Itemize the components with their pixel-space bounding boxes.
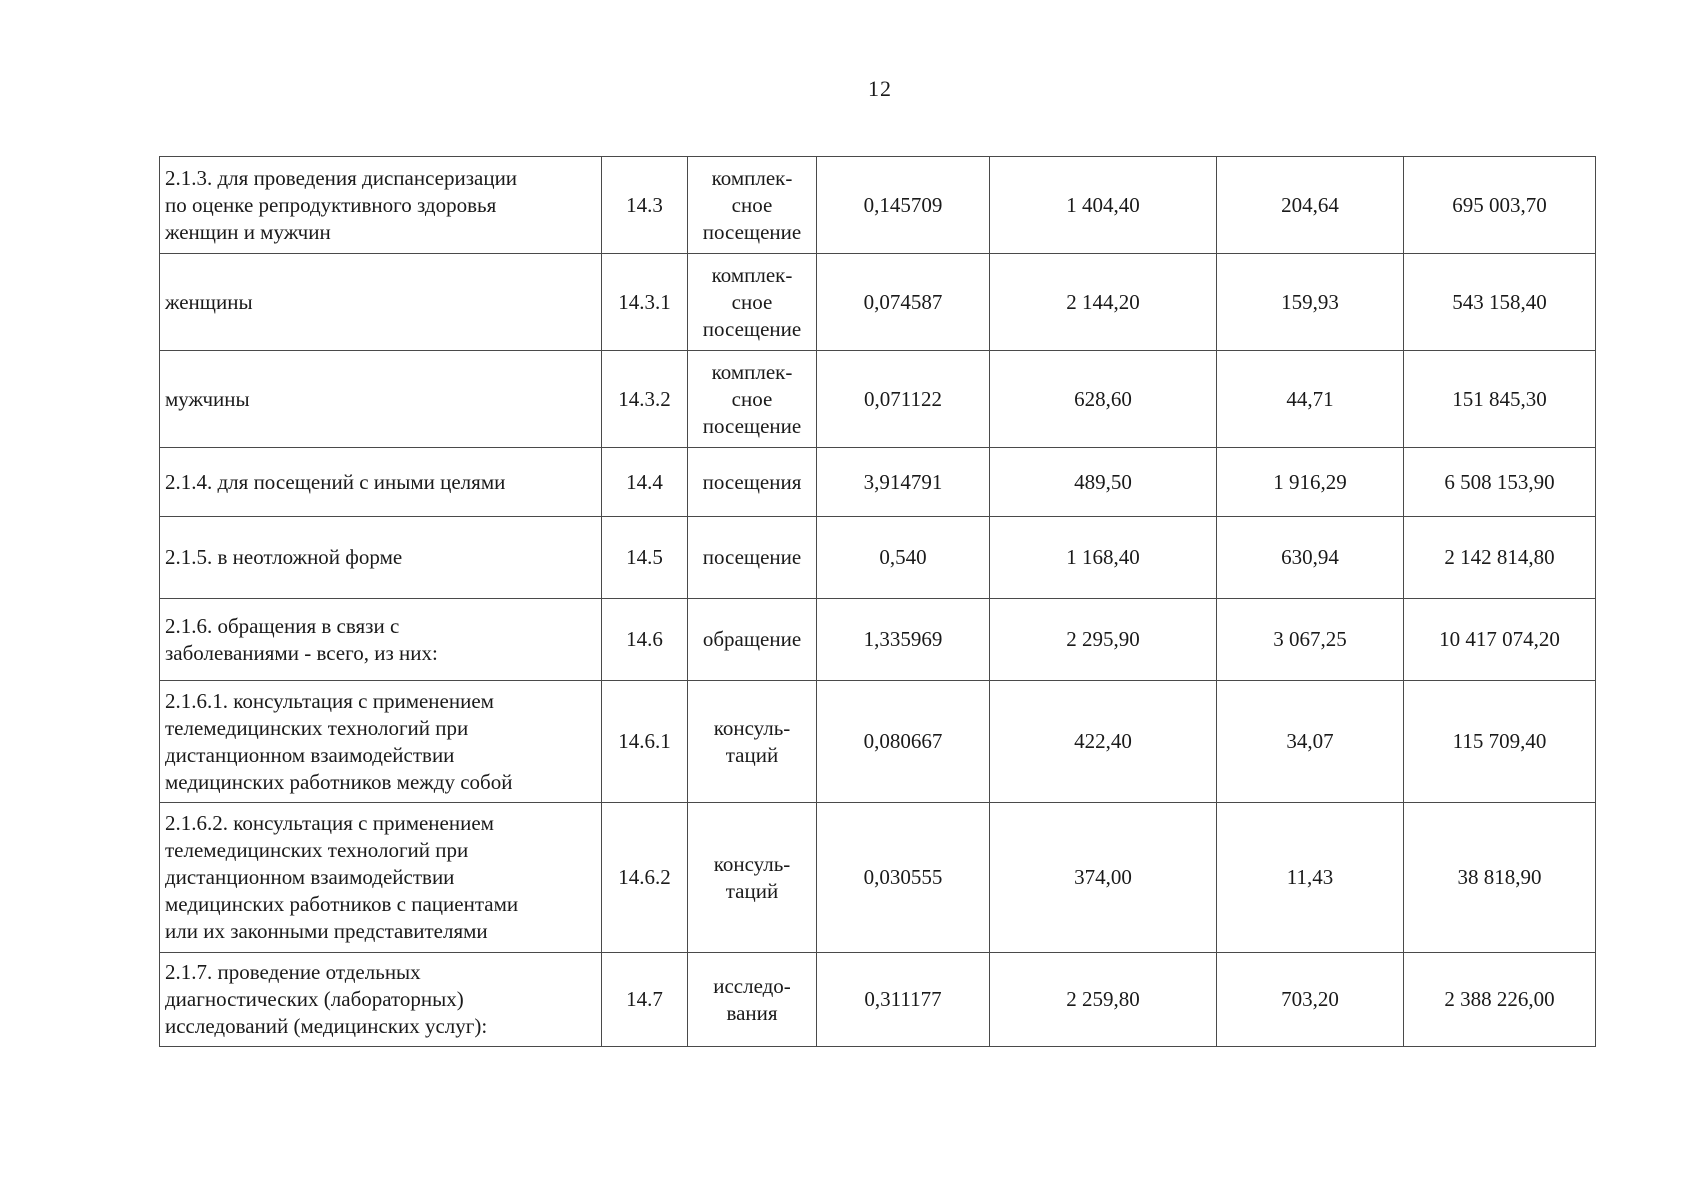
row-value-4-cell: 2 142 814,80 xyxy=(1404,517,1596,599)
row-value-2-cell: 2 259,80 xyxy=(990,953,1217,1047)
table-row xyxy=(160,157,1596,254)
row-unit-cell-line: комплек- xyxy=(711,359,793,384)
row-value-3-cell: 159,93 xyxy=(1217,254,1404,351)
row-unit-cell-line: сное xyxy=(731,289,773,314)
row-unit-cell xyxy=(688,517,817,599)
row-value-1-cell: 0,080667 xyxy=(817,681,990,803)
row-value-2-cell: 2 295,90 xyxy=(990,599,1217,681)
row-name-cell-line: 2.1.7. проведение отдельных xyxy=(165,960,421,984)
row-value-1-cell: 0,311177 xyxy=(817,953,990,1047)
row-name-cell xyxy=(160,351,602,448)
row-value-1-cell: 0,540 xyxy=(817,517,990,599)
row-code-cell: 14.4 xyxy=(602,448,688,517)
row-unit-cell-line: комплек- xyxy=(711,165,793,190)
row-value-2-cell: 489,50 xyxy=(990,448,1217,517)
row-value-2-cell: 1 404,40 xyxy=(990,157,1217,254)
row-value-4-cell: 695 003,70 xyxy=(1404,157,1596,254)
row-code-cell: 14.6.1 xyxy=(602,681,688,803)
row-name-cell xyxy=(160,517,602,599)
row-name-cell xyxy=(160,599,602,681)
row-value-2-cell: 422,40 xyxy=(990,681,1217,803)
row-name-cell-line: 2.1.6. обращения в связи с xyxy=(165,613,400,638)
row-value-1-cell: 1,335969 xyxy=(817,599,990,681)
row-name-cell-line: женщины xyxy=(165,289,253,314)
page-number: 12 xyxy=(868,76,892,101)
row-code-cell: 14.5 xyxy=(602,517,688,599)
row-unit-cell-line: посещение xyxy=(702,219,802,244)
row-unit-cell xyxy=(688,351,817,448)
row-value-4-cell: 543 158,40 xyxy=(1404,254,1596,351)
row-value-2-cell: 2 144,20 xyxy=(990,254,1217,351)
row-name-cell-line: по оценке репродуктивного здоровья xyxy=(165,192,497,217)
row-name-cell-line: заболеваниями - всего, из них: xyxy=(165,640,438,665)
row-name-cell-line: мужчины xyxy=(165,386,250,411)
row-name-cell-line: 2.1.6.2. консультация с применением xyxy=(165,811,494,835)
table-row xyxy=(160,448,1596,517)
row-name-cell-line: дистанционном взаимодействии xyxy=(165,742,455,767)
row-code-cell: 14.3.1 xyxy=(602,254,688,351)
row-unit-cell xyxy=(688,599,817,681)
row-unit-cell-line: консуль- xyxy=(713,851,791,876)
row-value-1-cell: 0,071122 xyxy=(817,351,990,448)
row-value-2-cell: 628,60 xyxy=(990,351,1217,448)
row-name-cell-line: исследований (медицинских услуг): xyxy=(165,1014,488,1038)
row-unit-cell-line: посещение xyxy=(702,413,802,438)
row-unit-cell xyxy=(688,803,817,953)
row-value-1-cell: 0,030555 xyxy=(817,803,990,953)
row-unit-cell-line: исследо- xyxy=(713,973,791,998)
row-name-cell xyxy=(160,803,602,953)
row-name-cell-line: или их законными представителями xyxy=(165,919,488,943)
row-name-cell-line: медицинских работников между собой xyxy=(165,769,513,794)
row-value-1-cell: 3,914791 xyxy=(817,448,990,517)
row-unit-cell-line: посещение xyxy=(702,316,802,341)
table-row xyxy=(160,599,1596,681)
row-unit-cell xyxy=(688,448,817,517)
row-name-cell xyxy=(160,953,602,1047)
row-name-cell xyxy=(160,448,602,517)
row-unit-cell xyxy=(688,681,817,803)
row-name-cell xyxy=(160,254,602,351)
row-value-4-cell: 10 417 074,20 xyxy=(1404,599,1596,681)
row-name-cell-line: телемедицинских технологий при xyxy=(165,715,469,740)
table-row xyxy=(160,351,1596,448)
row-value-3-cell: 3 067,25 xyxy=(1217,599,1404,681)
row-value-3-cell: 204,64 xyxy=(1217,157,1404,254)
row-name-cell-line: дистанционном взаимодействии xyxy=(165,865,455,889)
row-name-cell-line: 2.1.5. в неотложной форме xyxy=(165,545,403,569)
table-row xyxy=(160,803,1596,953)
row-value-4-cell: 115 709,40 xyxy=(1404,681,1596,803)
row-unit-cell-line: посещения xyxy=(702,469,802,494)
row-unit-cell-line: таций xyxy=(725,878,779,903)
row-value-3-cell: 703,20 xyxy=(1217,953,1404,1047)
table-row xyxy=(160,681,1596,803)
row-name-cell-line: 2.1.3. для проведения диспансеризации xyxy=(165,165,518,190)
row-name-cell-line: телемедицинских технологий при xyxy=(165,838,469,862)
row-unit-cell-line: сное xyxy=(731,386,773,411)
row-code-cell: 14.3 xyxy=(602,157,688,254)
table-body xyxy=(160,157,1596,1047)
row-value-4-cell: 38 818,90 xyxy=(1404,803,1596,953)
row-name-cell-line: женщин и мужчин xyxy=(165,219,331,244)
row-value-2-cell: 1 168,40 xyxy=(990,517,1217,599)
row-unit-cell xyxy=(688,254,817,351)
row-name-cell xyxy=(160,681,602,803)
row-unit-cell-line: обращение xyxy=(702,627,802,651)
row-name-cell-line: диагностических (лабораторных) xyxy=(165,987,464,1011)
row-unit-cell xyxy=(688,953,817,1047)
row-value-3-cell: 34,07 xyxy=(1217,681,1404,803)
row-unit-cell-line: консуль- xyxy=(713,715,791,740)
table-row xyxy=(160,517,1596,599)
row-name-cell-line: 2.1.4. для посещений с иными целями xyxy=(165,469,506,494)
row-code-cell: 14.3.2 xyxy=(602,351,688,448)
row-unit-cell-line: комплек- xyxy=(711,262,793,287)
row-value-3-cell: 44,71 xyxy=(1217,351,1404,448)
row-code-cell: 14.6.2 xyxy=(602,803,688,953)
row-value-3-cell: 1 916,29 xyxy=(1217,448,1404,517)
row-name-cell xyxy=(160,157,602,254)
row-value-4-cell: 2 388 226,00 xyxy=(1404,953,1596,1047)
row-unit-cell-line: таций xyxy=(725,742,779,767)
row-unit-cell-line: посещение xyxy=(702,545,802,569)
table-row xyxy=(160,953,1596,1047)
row-value-4-cell: 6 508 153,90 xyxy=(1404,448,1596,517)
row-value-3-cell: 11,43 xyxy=(1217,803,1404,953)
row-name-cell-line: медицинских работников с пациентами xyxy=(165,892,519,916)
row-value-4-cell: 151 845,30 xyxy=(1404,351,1596,448)
row-code-cell: 14.7 xyxy=(602,953,688,1047)
row-unit-cell-line: сное xyxy=(731,192,773,217)
row-value-3-cell: 630,94 xyxy=(1217,517,1404,599)
row-unit-cell-line: вания xyxy=(726,1000,778,1025)
row-code-cell: 14.6 xyxy=(602,599,688,681)
row-unit-cell xyxy=(688,157,817,254)
row-value-1-cell: 0,145709 xyxy=(817,157,990,254)
data-table xyxy=(159,156,1596,1047)
table-row xyxy=(160,254,1596,351)
row-value-2-cell: 374,00 xyxy=(990,803,1217,953)
row-name-cell-line: 2.1.6.1. консультация с применением xyxy=(165,688,494,713)
row-value-1-cell: 0,074587 xyxy=(817,254,990,351)
